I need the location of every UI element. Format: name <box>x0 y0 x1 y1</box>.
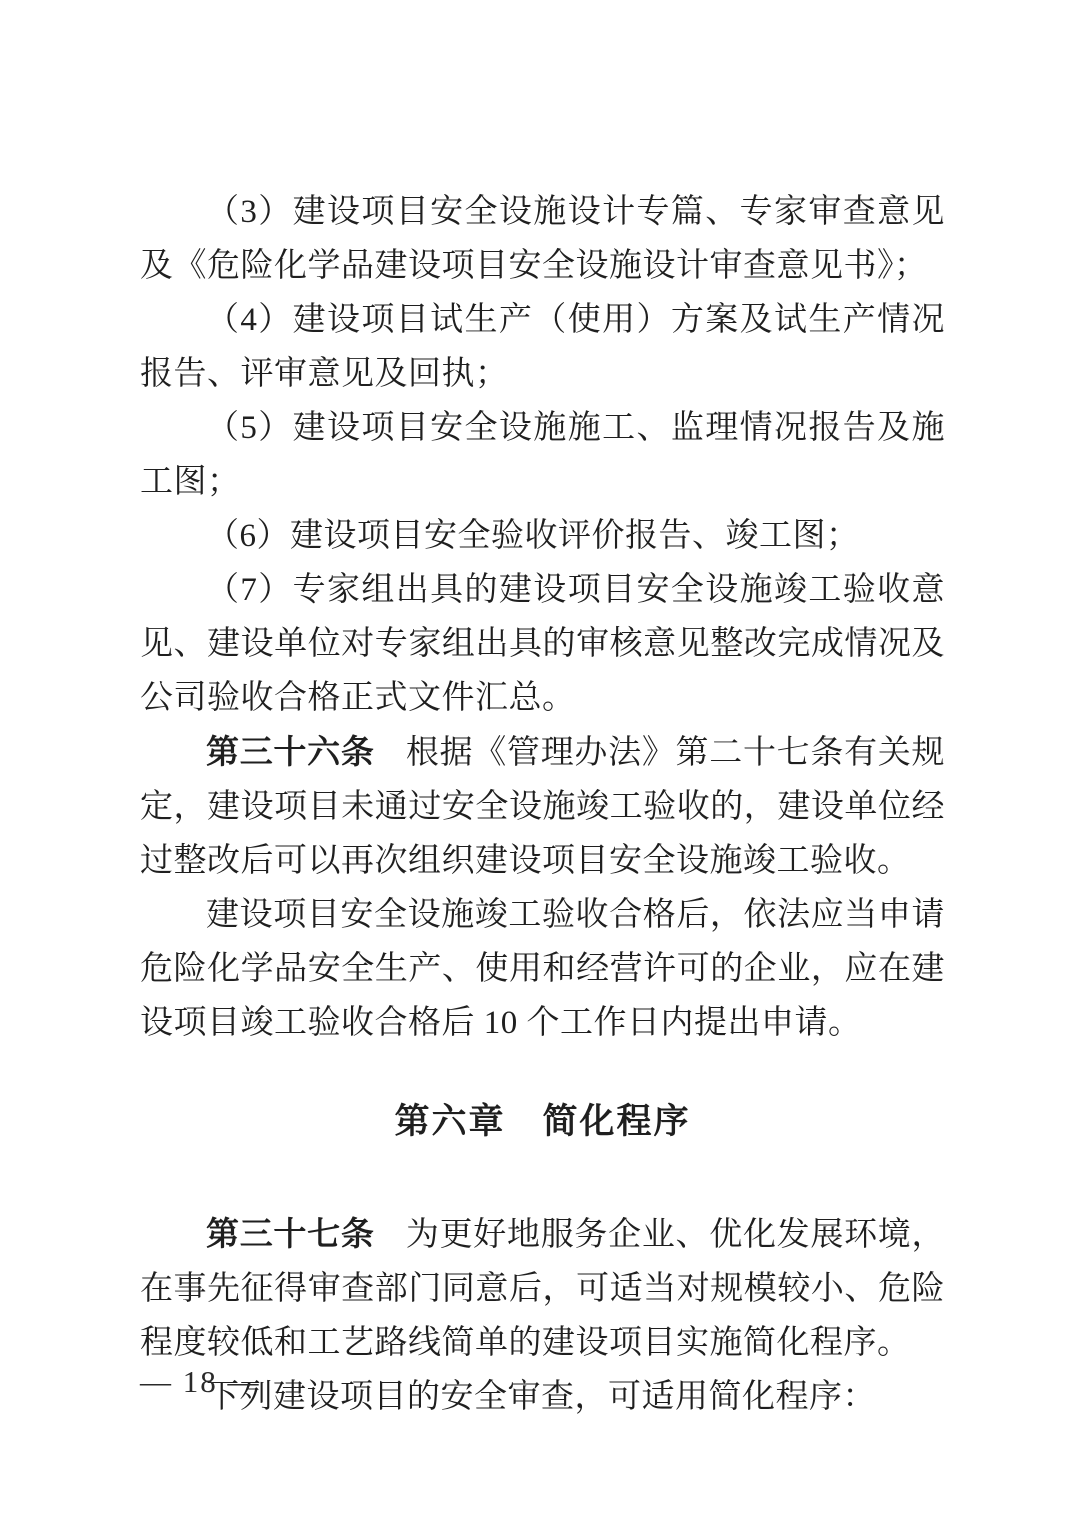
article-paragraph-37 <box>140 1207 945 1370</box>
paragraph: 下列建设项目的安全审查，可适用简化程序： <box>206 1379 876 1415</box>
list-item-4: （4）建设项目试生产（使用）方案及试生产情况报告、评审意见及回执； <box>140 302 945 392</box>
article-text: 根据《管理办法》第二十七条有关规定，建设项目未通过安全设施竣工验收的，建设单位经过整改后可以再次组织建设项目安全设施竣工验收。 <box>140 735 946 879</box>
list-item-3: （3）建设项目安全设施设计专篇、专家审查意见及《危险化学品建设项目安全设施设计审查意见书》； <box>140 194 945 284</box>
article-number-label: 第三十七条 <box>206 1215 375 1252</box>
list-item-7: （7）专家组出具的建设项目安全设施竣工验收意见、建设单位对专家组出具的审核意见整改完成情况及公司验收合格正式文件汇总。 <box>140 572 945 716</box>
list-item-5: （5）建设项目安全设施施工、监理情况报告及施工图； <box>140 410 945 500</box>
document-body <box>140 185 945 1424</box>
article-paragraph-36 <box>140 725 945 888</box>
chapter-heading: 第六章 简化程序 <box>394 1102 691 1141</box>
list-item-6: （6）建设项目安全验收评价报告、竣工图； <box>206 518 860 554</box>
article-number-label: 第三十六条 <box>206 733 375 770</box>
article-text: 为更好地服务企业、优化发展环境，在事先征得审查部门同意后，可适当对规模较小、危险程度较低和工艺路线简单的建设项目实施简化程序。 <box>140 1217 946 1361</box>
page-number: — 18 — <box>140 1364 261 1399</box>
paragraph: 建设项目安全设施竣工验收合格后，依法应当申请危险化学品安全生产、使用和经营许可的企业，应在建设项目竣工验收合格后 10 个工作日内提出申请。 <box>140 897 945 1041</box>
